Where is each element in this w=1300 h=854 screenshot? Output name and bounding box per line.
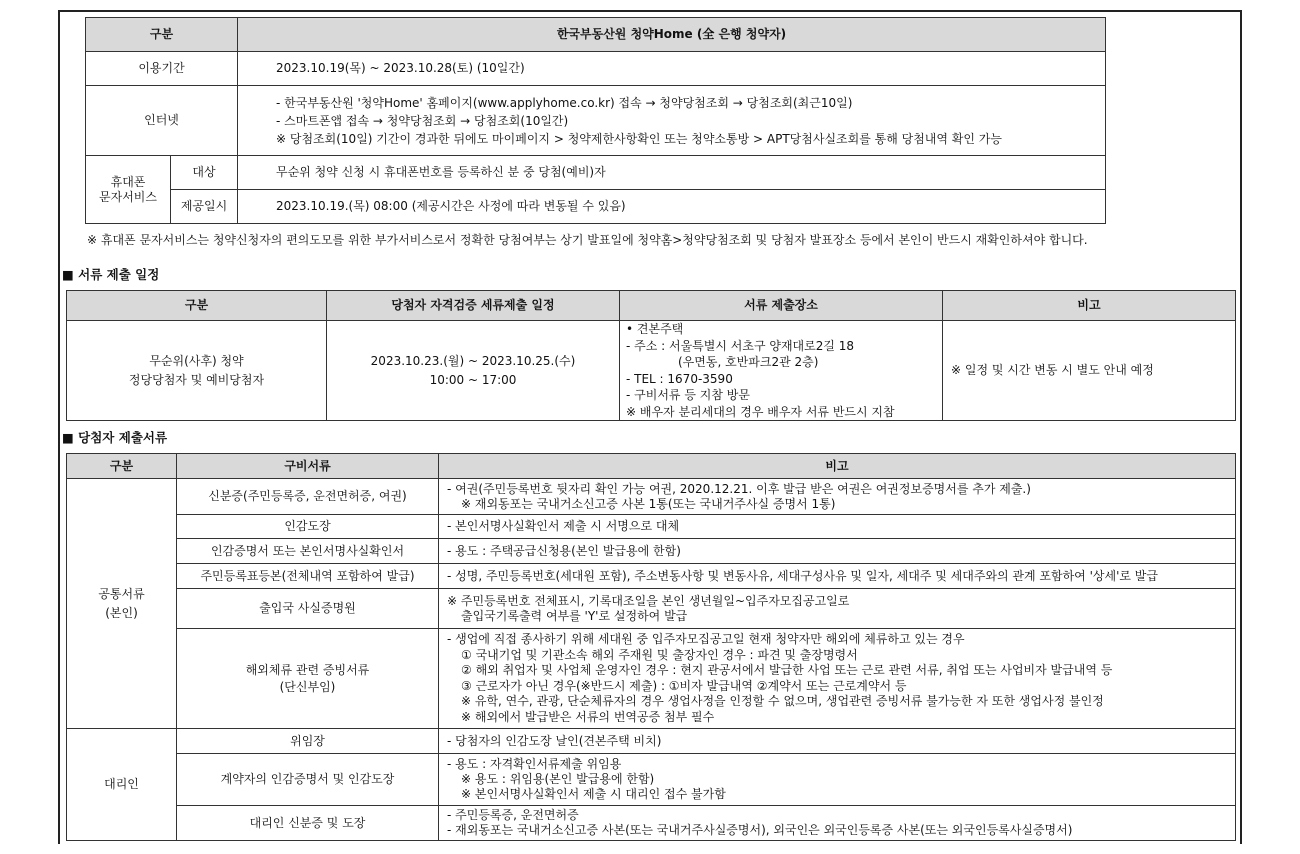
period-label: 이용기간 (86, 52, 238, 86)
header-category: 구분 (86, 18, 238, 52)
docs-header-remark: 비고 (439, 454, 1236, 479)
doc-name: 위임장 (177, 729, 439, 754)
doc-remark: - 본인서명사실확인서 제출 시 서명으로 대체 (439, 515, 1236, 539)
schedule-category: 무순위(사후) 청약 정당당첨자 및 예비당첨자 (67, 321, 327, 421)
doc-remark: - 당첨자의 인감도장 날인(견본주택 비치) (439, 729, 1236, 754)
sms-label: 휴대폰 문자서비스 (86, 156, 171, 224)
target-label: 대상 (171, 156, 238, 190)
doc-name: 주민등록표등본(전체내역 포함하여 발급) (177, 564, 439, 589)
internet-instructions (238, 86, 1106, 156)
announcement-table (85, 17, 1106, 224)
period-value: 2023.10.19(목) ~ 2023.10.28(토) (10일간) (238, 52, 1106, 86)
documents-table (66, 453, 1236, 841)
docs-group-common: 공통서류 (본인) (67, 479, 177, 729)
doc-name: 인감도장 (177, 515, 439, 539)
doc-name: 신분증(주민등록증, 운전면허증, 여권) (177, 479, 439, 515)
doc-remark: - 생업에 직접 종사하기 위해 세대원 중 입주자모집공고일 현재 청약자만 해외에 체류하고 있는 경우 ① 국내기업 및 기관소속 해외 주재원 및 출장자인 경우 : 파견 및 출장명령서 ② 해외 취업자 및 사업체 운영자인 경우 : 현지 관공서에서 발급한 사업 또는 근로 관련 서류, 취업 또는 사업비자 발급내역 등 ③ 근로자가 아닌 경우(※반드시 제출) : ①비자 발급내역 ②계약서 또는 근로계약서 등 ※ 유학, 연수, 관광, 단순체류자의 경우 생업사정을 인정할 수 없으며, 생업관련 증빙서류 불가능한 자 또한 생업사정 불인정 ※ 해외에서 발급받은 서류의 번역공증 첨부 필수 (439, 629, 1236, 729)
doc-name: 대리인 신분증 및 도장 (177, 806, 439, 841)
schedule-remark: ※ 일정 및 시간 변동 시 별도 안내 예정 (943, 321, 1236, 421)
schedule-header-place: 서류 제출장소 (620, 291, 943, 321)
schedule-place: • 견본주택 - 주소 : 서울특별시 서초구 양재대로2길 18 (우면동, 호반파크2관 2층) - TEL : 1670-3590 - 구비서류 등 지참 방문 ※ 배우자 분리세대의 경우 배우자 서류 반드시 지참 (620, 321, 943, 421)
internet-label: 인터넷 (86, 86, 238, 156)
schedule-date: 2023.10.23.(월) ~ 2023.10.25.(수) 10:00 ~ 17:00 (327, 321, 620, 421)
doc-remark: ※ 주민등록번호 전체표시, 기록대조일을 본인 생년월일~입주자모집공고일로 출입국기록출력 여부를 'Y'로 설정하여 발급 (439, 589, 1236, 629)
target-value: 무순위 청약 신청 시 휴대폰번호를 등록하신 분 중 당첨(예비)자 (238, 156, 1106, 190)
schedule-header-date: 당첨자 자격검증 세류제출 일정 (327, 291, 620, 321)
provide-value: 2023.10.19.(목) 08:00 (제공시간은 사정에 따라 변동될 수 있음) (238, 190, 1106, 224)
doc-remark: - 용도 : 자격확인서류제출 위임용 ※ 용도 : 위임용(본인 발급용에 한함) ※ 본인서명사실확인서 제출 시 대리인 접수 불가함 (439, 754, 1236, 806)
header-applyhome: 한국부동산원 청약Home (全 은행 청약자) (238, 18, 1106, 52)
doc-name: 계약자의 인감증명서 및 인감도장 (177, 754, 439, 806)
internet-line: - 한국부동산원 '청약Home' 홈페이지(www.applyhome.co.kr) 접속 → 청약당첨조회 → 당첨조회(최근10일) (276, 95, 853, 110)
doc-remark: - 용도 : 주택공급신청용(본인 발급용에 한함) (439, 539, 1236, 564)
section-docs-title: ■ 당첨자 제출서류 (62, 430, 168, 445)
internet-line: - 스마트폰앱 접속 → 청약당첨조회 → 당첨조회(10일간) (276, 113, 569, 128)
section-schedule-title: ■ 서류 제출 일정 (62, 267, 160, 282)
sms-notice: ※ 휴대폰 문자서비스는 청약신청자의 편의도모를 위한 부가서비스로서 정확한 당첨여부는 상기 발표일에 청약홈>청약당첨조회 및 당첨자 발표장소 등에서 본인이 반드시 재확인하셔야 합니다. (87, 233, 1088, 247)
docs-group-agent: 대리인 (67, 729, 177, 841)
schedule-table (66, 290, 1236, 421)
doc-remark: - 여권(주민등록번호 뒷자리 확인 가능 여권, 2020.12.21. 이후 발급 받은 여권은 여권정보증명서를 추가 제출.) ※ 재외동포는 국내거소신고증 사본 1통(또는 국내거주사실 증명서 1통) (439, 479, 1236, 515)
internet-line: ※ 당첨조회(10일) 기간이 경과한 뒤에도 마이페이지 > 청약제한사항확인 또는 청약소통방 > APT당첨사실조회를 통해 당첨내역 확인 가능 (276, 131, 1002, 146)
doc-name: 해외체류 관련 증빙서류 (단신부임) (177, 629, 439, 729)
doc-remark: - 성명, 주민등록번호(세대원 포함), 주소변동사항 및 변동사유, 세대구성사유 및 일자, 세대주 및 세대주와의 관계 포함하여 '상세'로 발급 (439, 564, 1236, 589)
docs-header-category: 구분 (67, 454, 177, 479)
schedule-header-category: 구분 (67, 291, 327, 321)
docs-header-document: 구비서류 (177, 454, 439, 479)
doc-name: 출입국 사실증명원 (177, 589, 439, 629)
doc-remark: - 주민등록증, 운전면허증 - 재외동포는 국내거소신고증 사본(또는 국내거주사실증명서), 외국인은 외국인등록증 사본(또는 외국인등록사실증명서) (439, 806, 1236, 841)
provide-label: 제공일시 (171, 190, 238, 224)
doc-name: 인감증명서 또는 본인서명사실확인서 (177, 539, 439, 564)
schedule-header-remark: 비고 (943, 291, 1236, 321)
